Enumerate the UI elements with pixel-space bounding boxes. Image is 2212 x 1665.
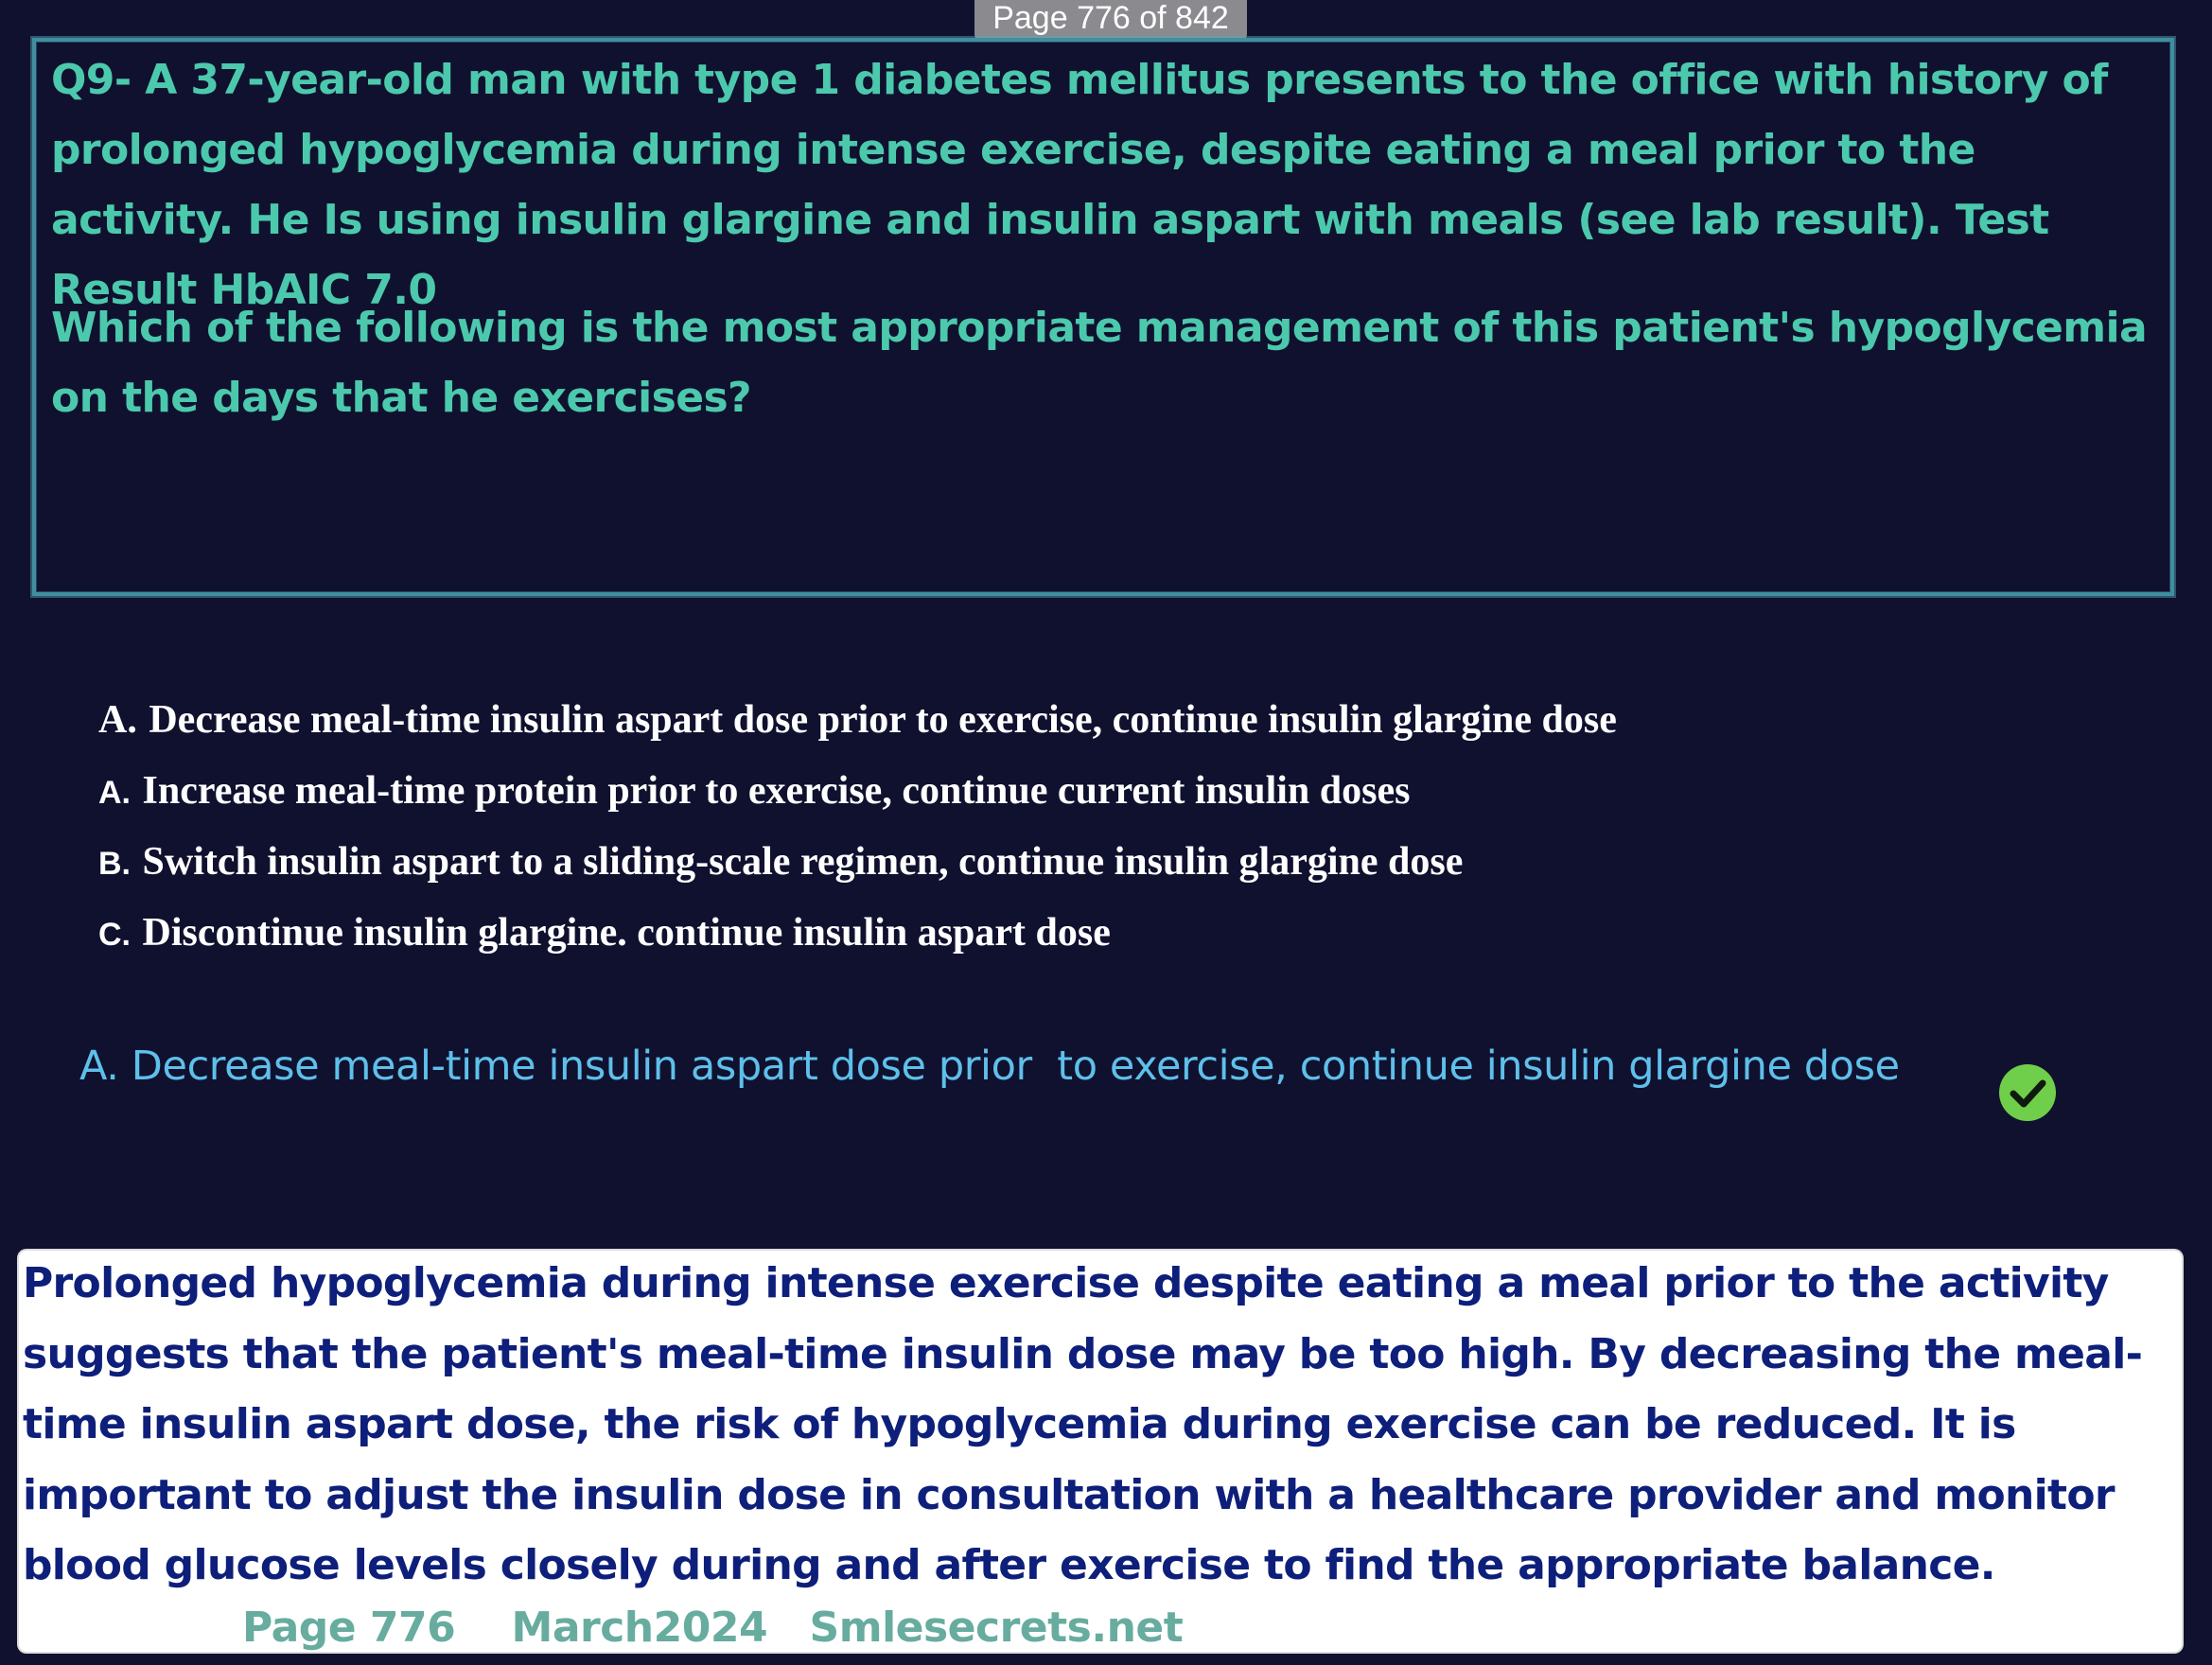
option-text: Discontinue insulin glargine. continue insulin aspart dose	[132, 911, 1111, 955]
option-item[interactable]	[98, 898, 1617, 969]
option-text: Decrease meal-time insulin aspart dose prior to exercise, continue insulin glargine dose	[138, 698, 1617, 742]
option-text: Increase meal-time protein prior to exercise, continue current insulin doses	[132, 769, 1411, 813]
page-footer: Page 776 March2024 Smlesecrets.net	[242, 1604, 1184, 1652]
question-prompt: Which of the following is the most appropriate management of this patient's hypoglycemia on the days that he exercises?	[51, 304, 2148, 422]
option-letter: C.	[98, 917, 131, 953]
option-item[interactable]	[98, 685, 1617, 756]
option-item[interactable]	[98, 827, 1617, 898]
option-text: Switch insulin aspart to a sliding-scale regimen, continue insulin glargine dose	[132, 840, 1464, 884]
explanation-text: Prolonged hypoglycemia during intense exercise despite eating a meal prior to the activity suggests that the patient's meal-time insulin dose may be too high. By decreasing the meal-time insulin aspart dose, the risk of hypoglycemia during exercise can be reduced. It is important to adjust the insulin dose in consultation with a healthcare provider and monitor blood glucose levels closely during and after exercise to find the appropriate balance.	[23, 1259, 2143, 1589]
check-circle-bg	[1999, 1064, 2056, 1121]
answer-options	[98, 685, 1617, 969]
question-stem: Q9- A 37-year-old man with type 1 diabetes mellitus presents to the office with history of prolonged hypoglycemia during intense exercise, despite eating a meal prior to the activity. He Is using insulin glargine and insulin aspart with meals (see lab result). Test Result HbAIC 7.0	[51, 56, 2108, 314]
option-letter: A.	[98, 775, 131, 811]
check-circle-icon	[1998, 1063, 2057, 1122]
option-letter: B.	[98, 846, 131, 882]
page-indicator: Page 776 of 842	[974, 0, 1247, 42]
option-item[interactable]	[98, 756, 1617, 827]
correct-answer: A. Decrease meal-time insulin aspart dose prior to exercise, continue insulin glargine dose	[79, 1043, 1900, 1090]
option-letter: A.	[98, 698, 137, 742]
